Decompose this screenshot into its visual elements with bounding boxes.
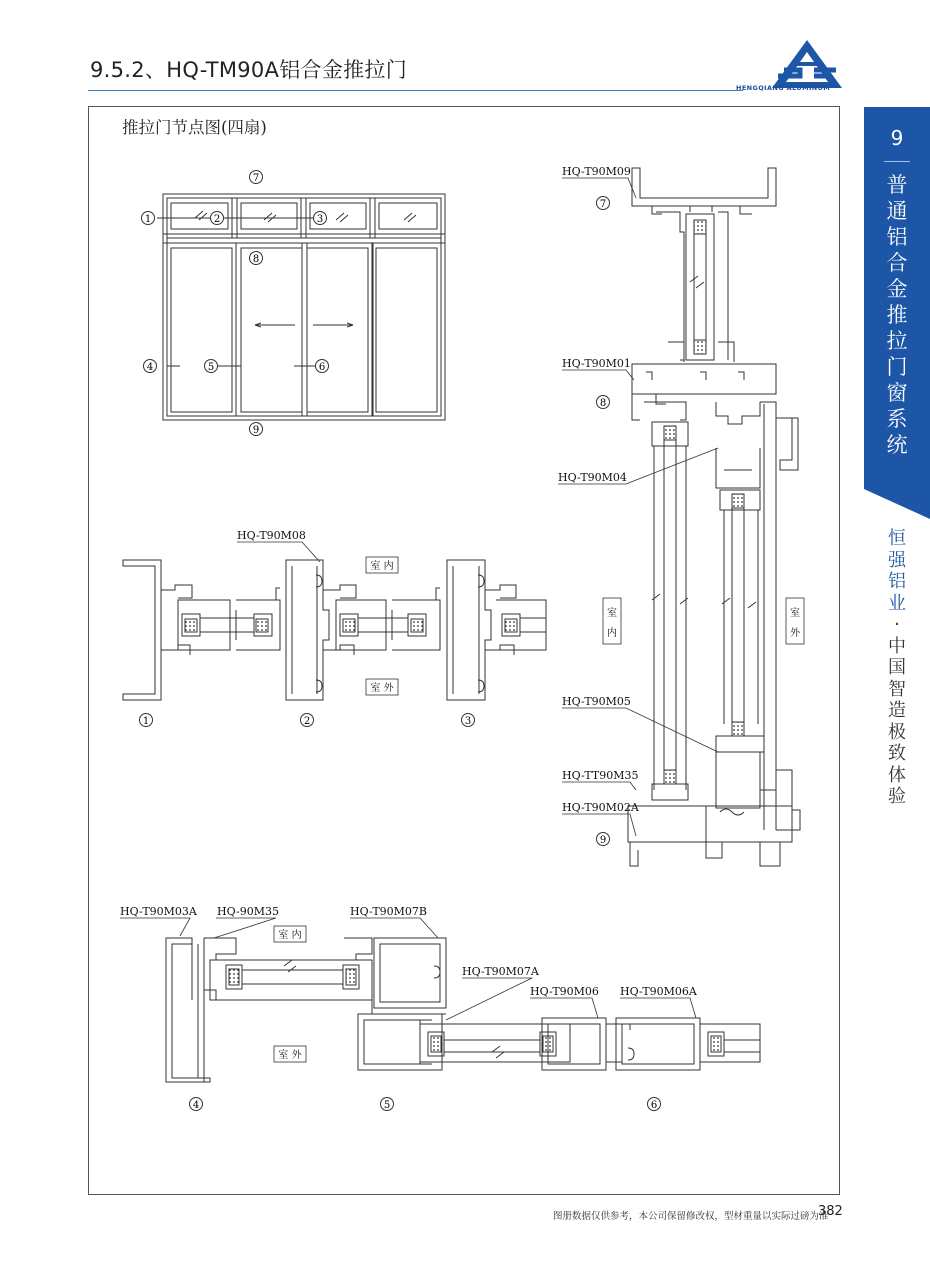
door-elevation bbox=[157, 194, 445, 420]
svg-text:7: 7 bbox=[252, 173, 260, 184]
section-marker-7: 7 bbox=[599, 199, 607, 210]
page-title: 9.5.2、HQ-TM90A铝合金推拉门 bbox=[90, 58, 408, 82]
outdoor-label: 室 外 bbox=[370, 683, 394, 694]
marker-4 bbox=[144, 360, 157, 374]
label-hq-t90m07b: HQ-T90M07B bbox=[350, 905, 428, 918]
section-marker-4: 4 bbox=[192, 1100, 200, 1111]
section-marker-9: 9 bbox=[599, 835, 607, 846]
svg-text:3: 3 bbox=[316, 214, 324, 225]
logo-wordmark: HENGQIANG ALUMINUM bbox=[736, 84, 831, 92]
marker-3 bbox=[314, 212, 327, 226]
top-sections bbox=[123, 560, 546, 700]
label-hq-tt90m35: HQ-TT90M35 bbox=[562, 769, 639, 782]
brand-slogan: 恒 强 铝 业 · 中 国 智 造 极 致 体 验 bbox=[888, 528, 906, 807]
label-hq-t90m06a: HQ-T90M06A bbox=[620, 985, 697, 998]
svg-text:1: 1 bbox=[144, 214, 152, 225]
svg-text:5: 5 bbox=[207, 362, 215, 373]
chapter-title: 普 通 铝 合 金 推 拉 门 窗 系 统 bbox=[886, 173, 908, 457]
marker-2 bbox=[211, 212, 224, 226]
section-marker-2: 2 bbox=[303, 716, 311, 727]
indoor-vertical-1: 室内 bbox=[607, 608, 617, 639]
label-hq-90m35: HQ-90M35 bbox=[217, 905, 279, 918]
label-hq-t90m07a: HQ-T90M07A bbox=[462, 965, 539, 978]
label-hq-t90m02a: HQ-T90M02A bbox=[562, 801, 639, 814]
vertical-section-text bbox=[558, 165, 804, 846]
chapter-number: 9 bbox=[890, 126, 904, 150]
marker-1 bbox=[142, 212, 155, 226]
label-hq-t90m08: HQ-T90M08 bbox=[237, 529, 306, 542]
marker-7 bbox=[250, 171, 263, 185]
marker-5 bbox=[205, 360, 218, 374]
marker-8 bbox=[250, 252, 263, 266]
svg-text:8: 8 bbox=[252, 254, 260, 265]
marker-6 bbox=[316, 360, 329, 374]
drawing-title: 推拉门节点图(四扇) bbox=[122, 118, 267, 137]
svg-text:4: 4 bbox=[146, 362, 154, 373]
page-number: 382 bbox=[818, 1204, 843, 1219]
marker-9 bbox=[250, 423, 263, 437]
section-marker-8: 8 bbox=[599, 398, 607, 409]
label-hq-t90m05: HQ-T90M05 bbox=[562, 695, 631, 708]
label-hq-t90m09: HQ-T90M09 bbox=[562, 165, 631, 178]
svg-text:6: 6 bbox=[318, 362, 326, 373]
bottom-sections bbox=[166, 938, 760, 1082]
section-marker-5: 5 bbox=[383, 1100, 391, 1111]
section-marker-1: 1 bbox=[142, 716, 150, 727]
label-hq-t90m06: HQ-T90M06 bbox=[530, 985, 599, 998]
svg-text:2: 2 bbox=[213, 214, 221, 225]
label-hq-t90m03a: HQ-T90M03A bbox=[120, 905, 197, 918]
section-marker-3: 3 bbox=[464, 716, 472, 727]
indoor-label-bottom: 室 内 bbox=[278, 930, 302, 941]
svg-text:9: 9 bbox=[252, 425, 260, 436]
vertical-section bbox=[628, 168, 800, 866]
footer-note: 图册数据仅供参考，本公司保留修改权，型材重量以实际过磅为准 bbox=[553, 1211, 829, 1222]
section-marker-6: 6 bbox=[650, 1100, 658, 1111]
outdoor-label-bottom: 室 外 bbox=[278, 1050, 302, 1061]
outdoor-vertical-1: 室外 bbox=[790, 608, 800, 639]
label-hq-t90m04: HQ-T90M04 bbox=[558, 471, 627, 484]
bottom-sections-labels bbox=[120, 918, 696, 1020]
indoor-label: 室 内 bbox=[370, 561, 394, 572]
elevation-markers bbox=[142, 171, 329, 437]
label-hq-t90m01: HQ-T90M01 bbox=[562, 357, 631, 370]
